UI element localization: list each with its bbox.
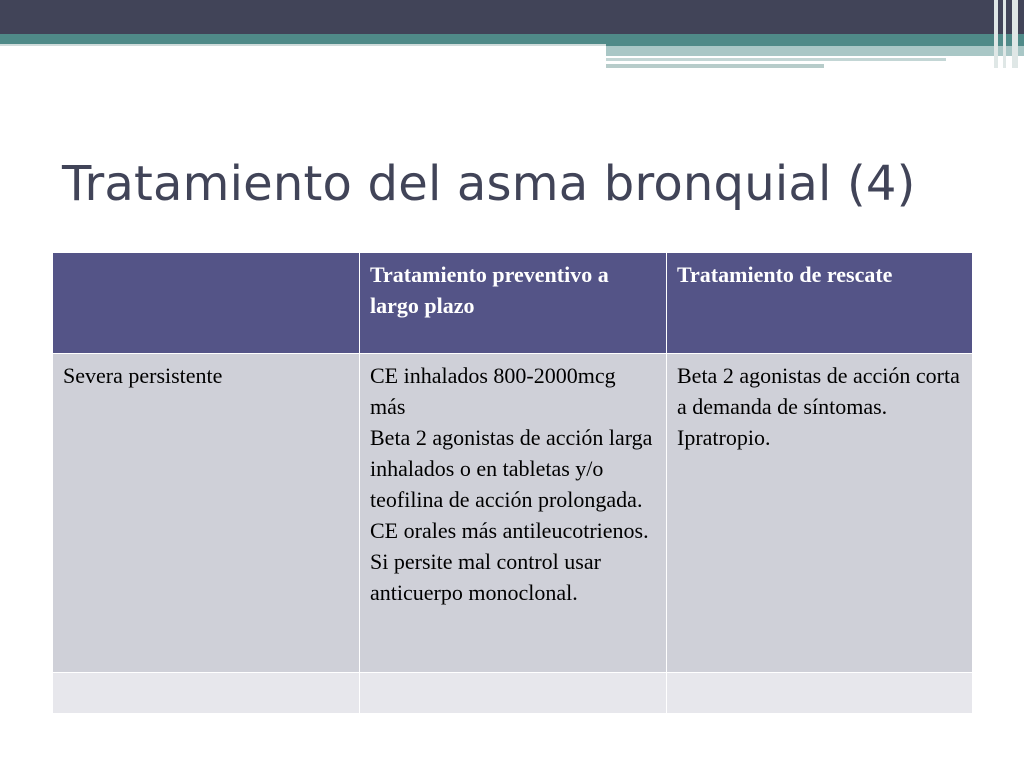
header-vertical-stripe xyxy=(1003,0,1006,68)
cell-line: CE inhalados 800-2000mcg más xyxy=(370,363,616,419)
header-band-dark xyxy=(0,0,1024,34)
table-row xyxy=(53,673,973,714)
preventive-cell xyxy=(360,673,667,714)
header-vertical-stripe xyxy=(1012,0,1018,68)
cell-line: Ipratropio. xyxy=(677,425,771,450)
header-accent-line xyxy=(606,58,946,61)
slide-title: Tratamiento del asma bronquial (4) xyxy=(62,156,916,212)
severity-cell xyxy=(53,673,360,714)
header-vertical-stripe xyxy=(994,0,998,68)
table-header-row xyxy=(53,253,973,354)
header-rule-gray xyxy=(0,44,606,46)
header-band-teal-light xyxy=(606,46,1024,56)
treatment-table xyxy=(52,252,973,714)
preventive-cell xyxy=(360,354,667,673)
header-rule-white xyxy=(0,49,606,52)
severity-cell: Severa persistente xyxy=(53,354,360,673)
header-accent-line xyxy=(606,64,824,68)
table-header-cell: Tratamiento preventivo a largo plazo xyxy=(360,253,667,354)
rescue-cell xyxy=(667,354,973,673)
cell-line: Beta 2 agonistas de acción corta a demanda de síntomas. xyxy=(677,363,960,419)
cell-line: CE orales más antileucotrienos. Si persite mal control usar anticuerpo monoclonal. xyxy=(370,518,649,605)
table-row xyxy=(53,354,973,673)
table-header-cell: Tratamiento de rescate xyxy=(667,253,973,354)
cell-line: Beta 2 agonistas de acción larga inhalados o en tabletas y/o teofilina de acción prolongada. xyxy=(370,425,653,512)
rescue-cell xyxy=(667,673,973,714)
table-header-cell xyxy=(53,253,360,354)
